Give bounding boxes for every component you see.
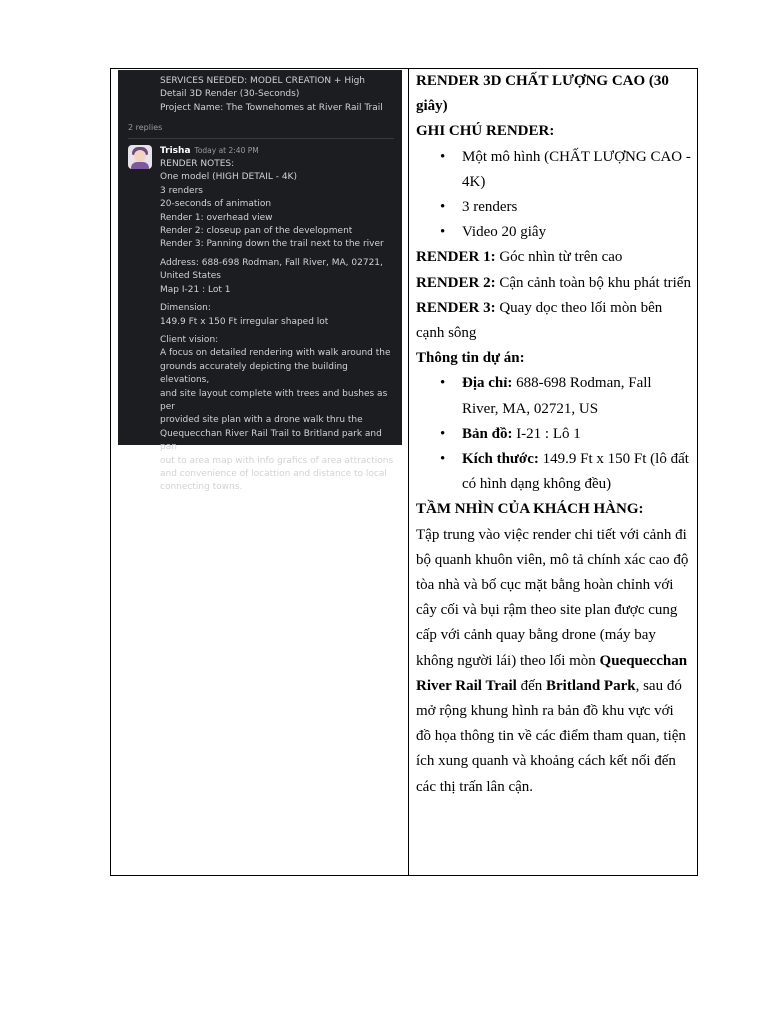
header-line: SERVICES NEEDED: MODEL CREATION + High	[160, 76, 366, 86]
notes-line: 3 renders	[160, 185, 203, 196]
translation-title: RENDER 3D CHẤT LƯỢNG CAO (30 giây)	[416, 73, 669, 115]
vision-line: Quequecchan River Rail Trail to Britland park and pan	[160, 428, 382, 453]
list-item-text: Một mô hình (CHẤT LƯỢNG CAO - 4K)	[462, 148, 691, 190]
field-value: 688-698 Rodman, Fall River, MA, 02721, US	[462, 375, 652, 417]
list-item	[440, 220, 691, 245]
address-line: United States	[160, 271, 221, 282]
bullet: •	[440, 224, 446, 241]
list-item	[440, 145, 691, 195]
vision-trail-name: Quequecchan River Rail Trail	[416, 652, 688, 694]
message-meta	[160, 144, 394, 158]
render-2	[416, 271, 691, 296]
message-time: Today at 2:40 PM	[194, 145, 259, 155]
notes-block	[160, 158, 394, 252]
vision-line: and convenience of locattion and distance to local	[160, 468, 387, 479]
author-name: Trisha	[160, 145, 191, 156]
render-label: RENDER 2:	[416, 274, 496, 291]
dimension-line: 149.9 Ft x 150 Ft irregular shaped lot	[160, 316, 329, 327]
vision-line: and site layout complete with trees and bushes as per	[160, 388, 388, 412]
project-list	[416, 371, 691, 497]
dimension-block	[160, 302, 394, 329]
screenshot-cell	[111, 69, 409, 876]
vision-line: Client vision:	[160, 334, 219, 345]
list-item	[440, 422, 691, 447]
bullet: •	[440, 425, 446, 442]
field-value: I-21 : Lô 1	[512, 425, 581, 442]
list-item-text: 3 renders	[462, 199, 518, 216]
notes-line: 20-seconds of animation	[160, 199, 272, 210]
notes-line: One model (HIGH DETAIL - 4K)	[160, 172, 297, 183]
render-text: Cận cảnh toàn bộ khu phát triển	[495, 274, 691, 291]
chat-screenshot	[118, 70, 402, 493]
bullet: •	[440, 451, 446, 468]
replies-count: 2 replies	[128, 123, 163, 133]
address-line: Address: 688-698 Rodman, Fall River, MA, 02721,	[160, 257, 383, 268]
vision-park-name: Britland Park	[546, 677, 636, 694]
address-line: Map I-21 : Lot 1	[160, 284, 231, 295]
list-item	[440, 195, 691, 220]
vision-line: connecting towns.	[160, 482, 243, 493]
translation-cell	[409, 69, 698, 876]
notes-heading: GHI CHÚ RENDER:	[416, 123, 555, 140]
notes-line: Render 3: Panning down the trail next to the river	[160, 239, 384, 250]
dimension-line: Dimension:	[160, 303, 211, 314]
vision-text: , sau đó mở rộng khung hình ra bản đồ khu vực với đồ họa thông tin về các điểm tham quan, tiện ích xung quanh và khoảng cách kết nối đến các thị trấn lân cận.	[416, 677, 686, 795]
reply-message	[128, 144, 394, 495]
notes-line: Render 1: overhead view	[160, 212, 273, 223]
vision-paragraph	[416, 523, 691, 800]
render-label: RENDER 3:	[416, 299, 496, 316]
bullet: •	[440, 375, 446, 392]
vision-text: Tập trung vào việc render chi tiết với cảnh đi bộ quanh khuôn viên, mô tả chính xác cao độ tòa nhà và bố cục mặt bằng hoàn chỉnh với cây cối và bụi rậm theo site plan được cung cấp với cảnh quay bằng drone (máy bay không người lái) theo lối mòn	[416, 526, 689, 669]
list-item	[440, 447, 691, 497]
field-label: Bản đồ:	[462, 425, 513, 442]
render-text: Góc nhìn từ trên cao	[495, 249, 623, 266]
render-label: RENDER 1:	[416, 249, 496, 266]
vision-line: grounds accurately depicting the building elevations,	[160, 361, 348, 386]
content-table	[110, 68, 698, 876]
address-block	[160, 257, 394, 297]
render-text: Quay dọc theo lối mòn bên cạnh sông	[416, 299, 663, 342]
field-value: 149.9 Ft x 150 Ft (lô đất có hình dạng không đều)	[462, 451, 689, 493]
header-line: Project Name: The Townehomes at River Rail Trail	[160, 102, 383, 113]
divider	[128, 138, 394, 139]
vision-line: out to area map with info grafics of area attractions	[160, 455, 394, 466]
list-item-text: Video 20 giây	[462, 224, 547, 241]
notes-line: Render 2: closeup pan of the development	[160, 226, 353, 237]
vision-line: provided site plan with a drone walk thru the	[160, 415, 363, 426]
list-item	[440, 371, 691, 421]
avatar	[128, 145, 152, 169]
vision-heading: TẦM NHÌN CỦA KHÁCH HÀNG:	[416, 501, 644, 518]
vision-block	[160, 334, 394, 495]
notes-list	[416, 145, 691, 246]
render-3	[416, 296, 691, 346]
bullet: •	[440, 199, 446, 216]
notes-line: RENDER NOTES:	[160, 159, 235, 170]
bullet: •	[440, 148, 446, 165]
vision-line: A focus on detailed rendering with walk around the	[160, 348, 391, 359]
header-line: Detail 3D Render (30-Seconds)	[160, 89, 300, 100]
render-1	[416, 245, 691, 270]
field-label: Địa chỉ:	[462, 375, 513, 392]
project-heading: Thông tin dự án:	[416, 350, 525, 367]
vision-text: đến	[516, 677, 546, 694]
message-header	[128, 75, 394, 115]
field-label: Kích thước:	[462, 451, 539, 468]
